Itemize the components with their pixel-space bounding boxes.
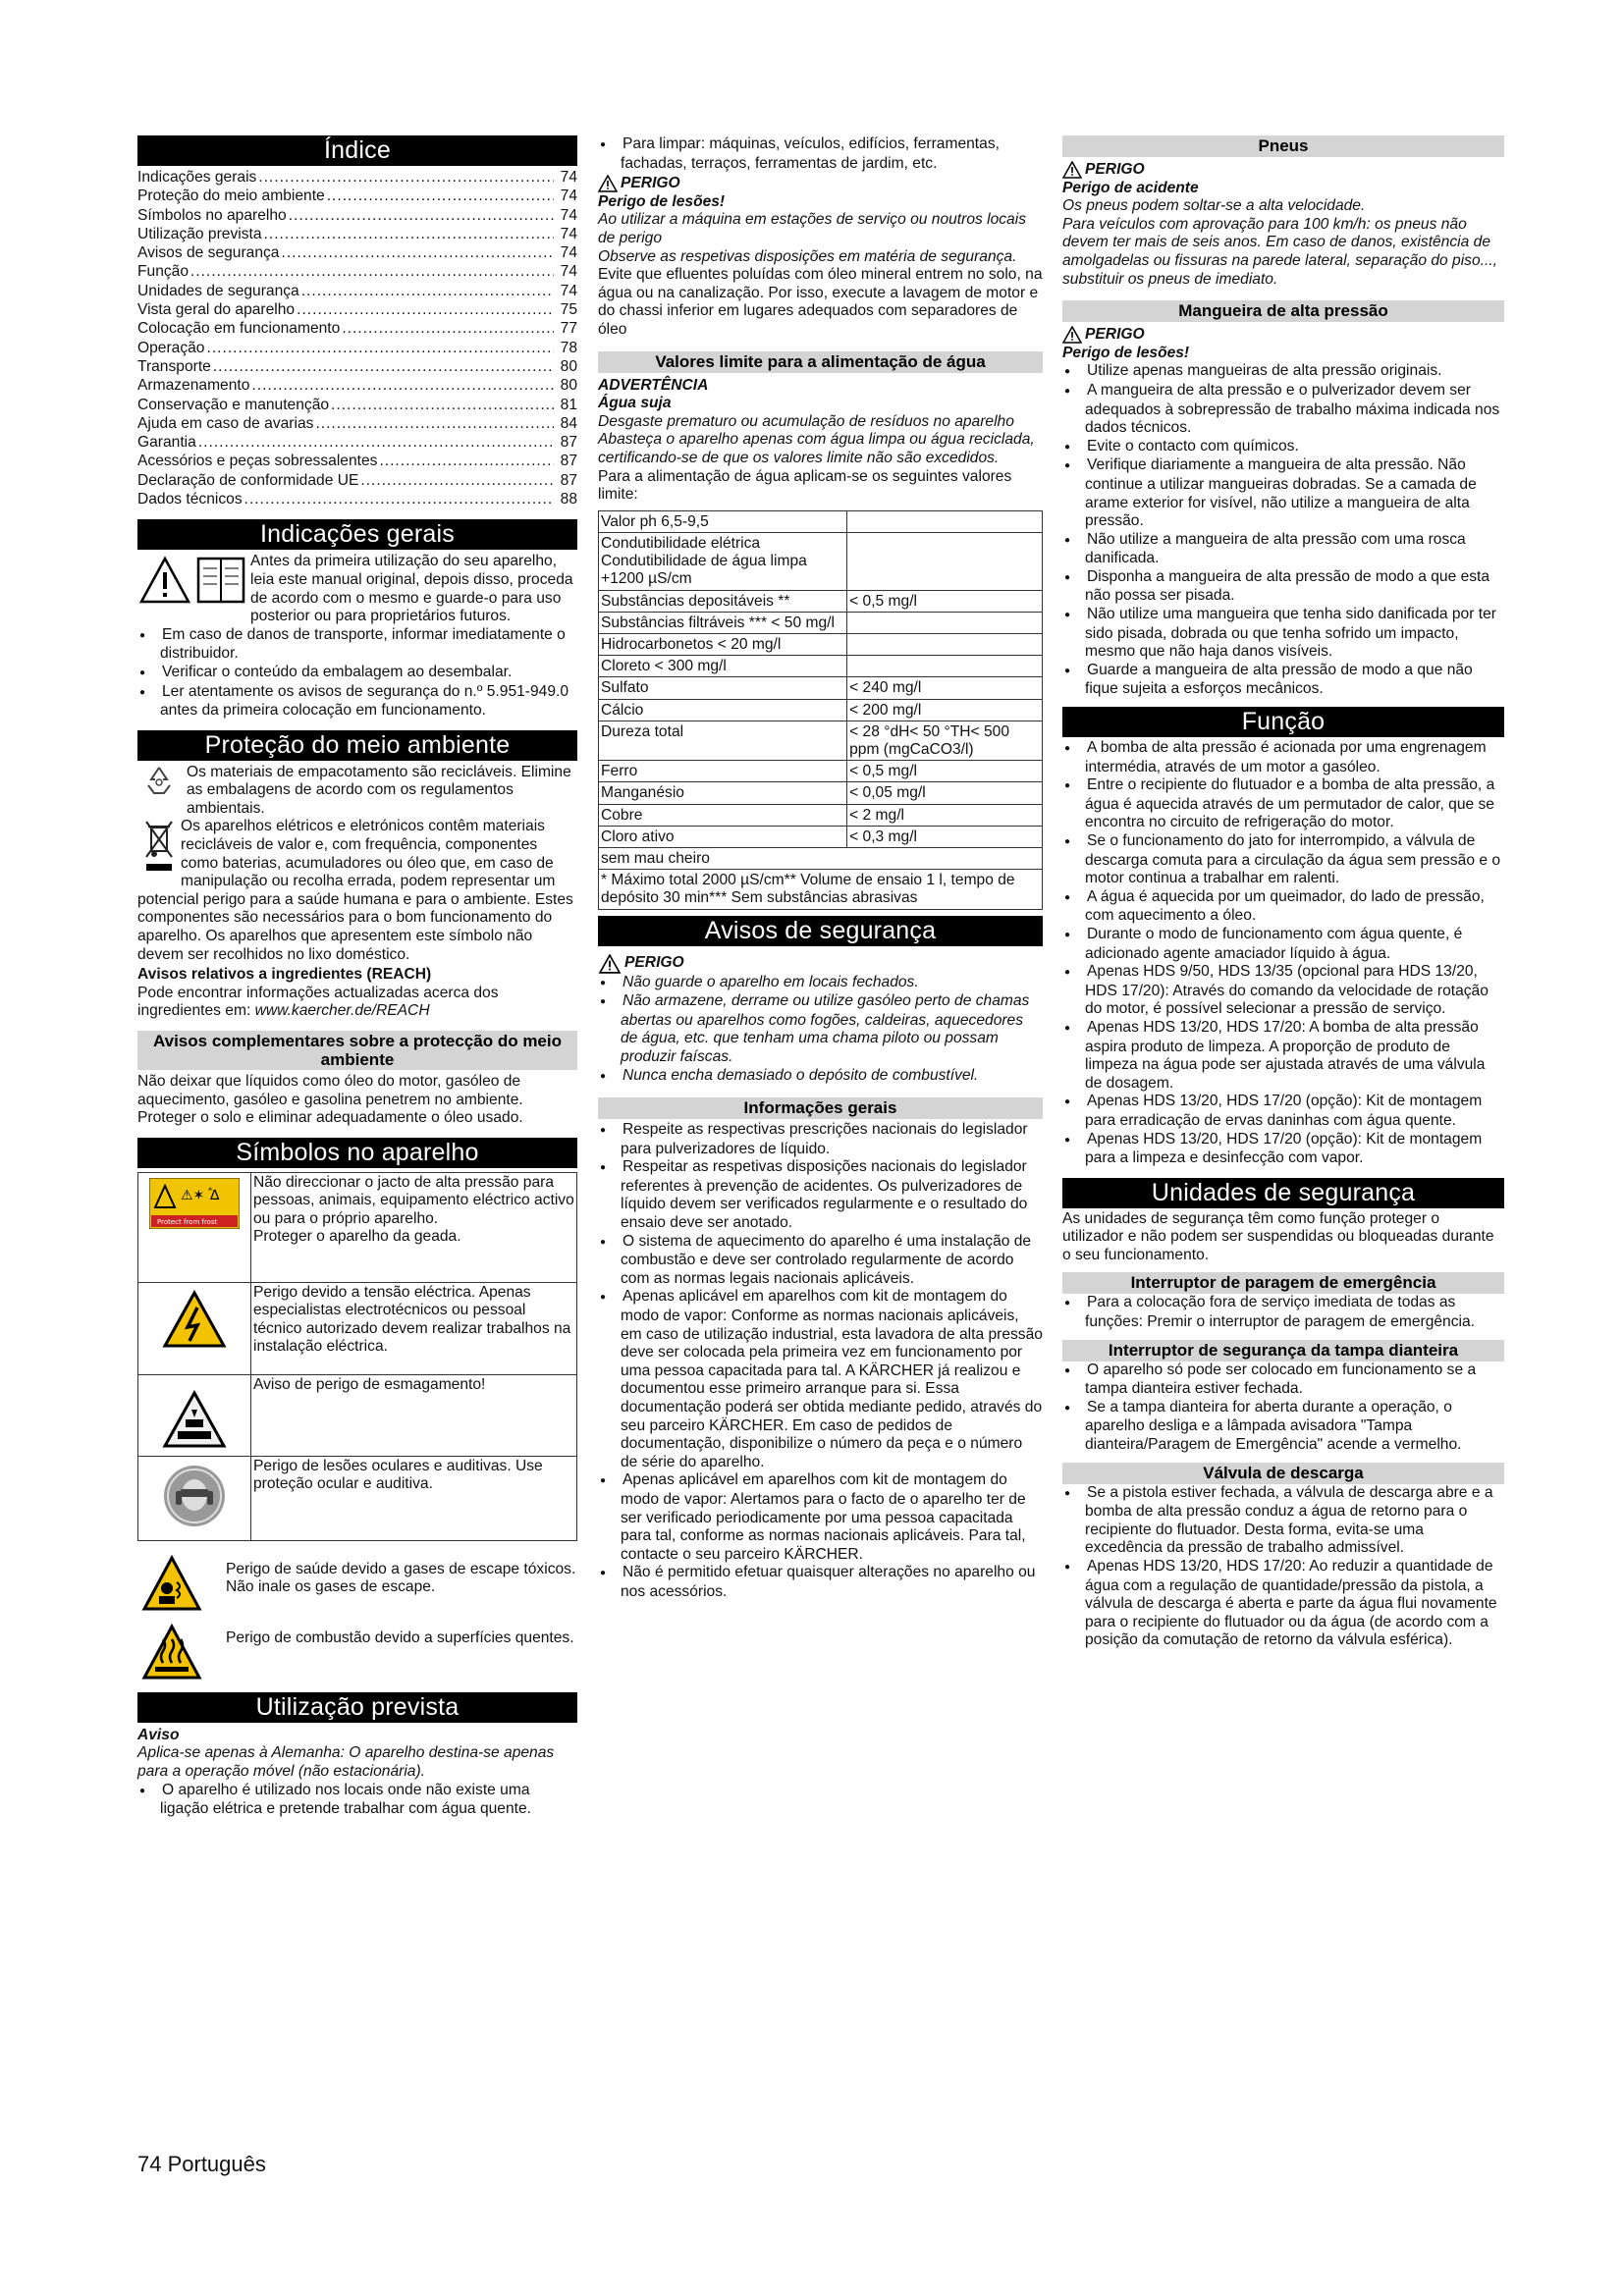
relief-valve-heading: Válvula de descarga: [1062, 1463, 1504, 1484]
general-information-bullets: [598, 1121, 1043, 1601]
table-cell: Cloreto < 300 mg/l: [599, 656, 847, 677]
symbols-table: [137, 1172, 577, 1541]
index-heading: Índice: [137, 135, 577, 166]
env-extra-text: Não deixar que líquidos como óleo do motor, gasóleo de aquecimento, gasóleo e gasolina penetrem no ambiente. Proteger o solo e eliminar adequadamente o óleo usado.: [137, 1073, 523, 1127]
table-cell: < 0,5 mg/l: [847, 590, 1043, 612]
toc-item-title: Declaração de conformidade UE: [137, 471, 359, 489]
toc-item-title: Ajuda em caso de avarias: [137, 414, 314, 432]
list-item: ● Para limpar: máquinas, veículos, edifícios, ferramentas, fachadas, terraços, ferramentas de jardim, etc.: [598, 135, 1043, 173]
list-item: ● A água é aquecida por um queimador, do lado de pressão, com aquecimento a óleo.: [1062, 888, 1504, 926]
intended-use-note-label: Aviso: [137, 1726, 180, 1743]
toc-item-title: Acessórios e peças sobressalentes: [137, 453, 378, 470]
table-cell: Condutibilidade elétrica Condutibilidade de água limpa +1200 µS/cm: [599, 532, 847, 590]
toc-item-page: 74: [560, 225, 577, 242]
danger-label-text: PERIGO: [1085, 161, 1145, 178]
toc-item[interactable]: [137, 169, 577, 187]
hot-warning: [137, 1624, 577, 1681]
table-cell: Substâncias filtráveis *** < 50 mg/l: [599, 612, 847, 633]
toc-item-page: 74: [560, 263, 577, 281]
table-row: [599, 761, 1043, 782]
table-cell: [847, 656, 1043, 677]
table-cell: Sulfato: [599, 677, 847, 699]
table-cell: Cloro ativo: [599, 826, 847, 847]
toc-item[interactable]: [137, 377, 577, 396]
list-item: ● Evite o contacto com químicos.: [1062, 438, 1504, 457]
reach-text: [137, 985, 577, 1021]
toc-item-title: Garantia: [137, 434, 196, 452]
list-item: ● Apenas HDS 13/20, HDS 17/20 (opção): Kit de montagem para a limpeza e desinfecção com vapor.: [1062, 1131, 1504, 1168]
toc-item[interactable]: [137, 187, 577, 206]
symbol-text-4: Perigo de lesões oculares e auditivas. Use proteção ocular e auditiva.: [253, 1457, 543, 1493]
general-information-heading: Informações gerais: [598, 1097, 1043, 1119]
warning-text-1: Desgaste prematuro ou acumulação de resíduos no aparelho: [598, 412, 1014, 430]
gas-warning-text: Perigo de saúde devido a gases de escape tóxicos. Não inale os gases de escape.: [226, 1560, 576, 1596]
toc-item-page: 74: [560, 206, 577, 224]
list-item: ● O aparelho só pode ser colocado em funcionamento se a tampa dianteira estiver fechada.: [1062, 1362, 1504, 1399]
crushing-hazard-icon: [138, 1374, 251, 1456]
toc-dots: [289, 207, 554, 226]
page-footer: 74 Português: [137, 2152, 266, 2176]
tyres-text-2: Para veículos com aprovação para 100 km/h: os pneus não devem ter mais de seis anos. Em caso de danos, existência de amolgadelas ou fissuras na parede lateral, separação do piso..., substituir os pneus de imediato.: [1062, 215, 1497, 288]
list-item: ● Disponha a mangueira de alta pressão de modo a que esta não possa ser pisada.: [1062, 568, 1504, 606]
toc-item-title: Vista geral do aparelho: [137, 301, 296, 319]
general-info-heading: Indicações gerais: [137, 519, 577, 550]
toc-item-title: Função: [137, 263, 189, 281]
emergency-stop-bullets: [1062, 1294, 1504, 1331]
table-cell: [847, 612, 1043, 633]
symbol-row: [138, 1172, 577, 1282]
front-cover-switch-heading: Interruptor de segurança da tampa dianteira: [1062, 1340, 1504, 1362]
water-limits-heading: Valores limite para a alimentação de água: [598, 351, 1043, 373]
environment-weee-text: Os aparelhos elétricos e eletrónicos contêm materiais recicláveis de valor e, com frequência, componentes como baterias, acumuladores ou óleo que, em caso de manipulação ou recolha errada, podem representar um potencial perigo para a saúde humana e para o ambiente. Estes componentes são necessários para o bom funcionamento do aparelho. Os aparelhos que apresentem este símbolo não devem ser recolhidos no lixo doméstico.: [137, 818, 573, 963]
table-cell: [847, 510, 1043, 532]
danger-subtitle: Perigo de lesões!: [598, 192, 726, 210]
column-1: [137, 135, 577, 1819]
list-item: ● Se a pistola estiver fechada, a válvula de descarga abre e a bomba de alta pressão conduz a água de retorno para o recipiente do flutuador. Desta forma, evita-se uma excedência da pressão de trabalho admissível.: [1062, 1484, 1504, 1558]
danger-label: [598, 175, 1043, 193]
toc-item[interactable]: [137, 340, 577, 358]
warning-triangle-icon: [1062, 326, 1082, 344]
toc-dots: [206, 340, 554, 358]
safety-units-heading: Unidades de segurança: [1062, 1178, 1504, 1208]
list-item: ● A mangueira de alta pressão e o pulverizador devem ser adequados à sobrepressão de trabalho máxima indicada nos dados técnicos.: [1062, 382, 1504, 438]
table-row: [599, 721, 1043, 760]
list-item: ● Não armazene, derrame ou utilize gasóleo perto de chamas abertas ou aparelhos como fogões, caldeiras, aquecedores de água, etc. que tenham uma chama piloto ou possam produzir faíscas.: [598, 992, 1043, 1066]
list-item: ● Durante o modo de funcionamento com água quente, é adicionado agente amaciador líquido à água.: [1062, 926, 1504, 963]
column-2: [598, 135, 1043, 1602]
danger-label-text: PERIGO: [624, 954, 684, 972]
table-row: [599, 612, 1043, 633]
table-row: [599, 847, 1043, 869]
toc-dots: [327, 187, 554, 206]
toc-item[interactable]: [137, 491, 577, 509]
table-cell: Hidrocarbonetos < 20 mg/l: [599, 633, 847, 655]
toc-dots: [264, 226, 554, 244]
toc-item[interactable]: [137, 244, 577, 263]
toc-item-title: Armazenamento: [137, 377, 250, 395]
function-heading: Função: [1062, 707, 1504, 737]
safety-heading: Avisos de segurança: [598, 916, 1043, 946]
toc-item-page: 74: [560, 282, 577, 299]
table-cell: * Máximo total 2000 µS/cm** Volume de ensaio 1 l, tempo de depósito 30 min*** Sem substâncias abrasivas: [599, 870, 1043, 909]
table-row: [599, 677, 1043, 699]
hose-heading: Mangueira de alta pressão: [1062, 300, 1504, 322]
warning-triangle-icon: [598, 954, 622, 974]
symbol-row: [138, 1456, 577, 1540]
toc-item[interactable]: [137, 415, 577, 434]
list-item: ● Verificar o conteúdo da embalagem ao desembalar.: [137, 664, 577, 683]
danger-label: [1062, 161, 1504, 180]
toc-item-page: 75: [560, 301, 577, 319]
list-item: ● Utilize apenas mangueiras de alta pressão originais.: [1062, 362, 1504, 382]
table-cell: < 200 mg/l: [847, 699, 1043, 721]
eye-ear-protection-icon: [138, 1456, 251, 1540]
toc-item-title: Unidades de segurança: [137, 282, 299, 299]
toc-item[interactable]: [137, 397, 577, 415]
general-info-section: [137, 553, 577, 720]
environment-heading: Proteção do meio ambiente: [137, 730, 577, 761]
warning-triangle-icon: [1062, 161, 1082, 179]
toc-item-title: Avisos de segurança: [137, 244, 280, 262]
list-item: ● Verifique diariamente a mangueira de alta pressão. Não continue a utilizar mangueiras dobradas. Se a camada de arame exterior for visível, não utilize a mangueira de alta pressão.: [1062, 456, 1504, 530]
intended-use-bullets: [137, 1782, 577, 1819]
toc-dots: [190, 263, 554, 282]
reach-link[interactable]: www.kaercher.de/REACH: [254, 1002, 430, 1020]
table-of-contents: [137, 169, 577, 509]
toc-item-page: 88: [560, 491, 577, 508]
toc-item[interactable]: [137, 472, 577, 491]
danger-label: [598, 954, 1043, 974]
list-item: ● Se o funcionamento do jato for interrompido, a válvula de descarga comuta para a circulação da água sem pressão e o motor continua a trabalhar em ralenti.: [1062, 832, 1504, 888]
warning-text-2: Abasteça o aparelho apenas com água limpa ou água reciclada, certificando-se de que os valores limite não são excedidos.: [598, 431, 1035, 466]
symbol-row: [138, 1282, 577, 1374]
table-row: [599, 699, 1043, 721]
symbol-row: [138, 1374, 577, 1456]
toc-item-title: Símbolos no aparelho: [137, 206, 287, 224]
table-cell: Cobre: [599, 804, 847, 826]
table-cell: < 0,3 mg/l: [847, 826, 1043, 847]
svg-text:Protect from frost: Protect from frost: [157, 1217, 218, 1226]
table-row: [599, 590, 1043, 612]
intended-use-note-text: Aplica-se apenas à Alemanha: O aparelho destina-se apenas para a operação móvel (não estacionária).: [137, 1744, 555, 1780]
gas-warning: [137, 1555, 577, 1612]
toc-item-title: Dados técnicos: [137, 491, 243, 508]
environment-section: [137, 764, 577, 1021]
table-cell: Dureza total: [599, 721, 847, 760]
list-item: ● O sistema de aquecimento do aparelho é uma instalação de combustão e deve ser controlado regularmente de acordo com as normas legais nacionais aplicáveis.: [598, 1233, 1043, 1289]
toc-dots: [379, 453, 554, 471]
toc-item-page: 78: [560, 339, 577, 356]
toc-item-page: 81: [560, 396, 577, 413]
toc-dots: [301, 283, 554, 301]
table-row: [599, 826, 1043, 847]
table-row: [599, 633, 1043, 655]
symbol-text-2: Perigo devido a tensão eléctrica. Apenas especialistas electrotécnicos ou pessoal técnico autorizado devem realizar trabalhos na instalação eléctrica.: [253, 1283, 571, 1355]
limits-intro: Para a alimentação de água aplicam-se os seguintes valores limite:: [598, 467, 1012, 504]
env-extra-heading: Avisos complementares sobre a protecção do meio ambiente: [137, 1031, 577, 1070]
toc-item-page: 74: [560, 187, 577, 205]
toc-dots: [342, 320, 554, 339]
table-cell: Cálcio: [599, 699, 847, 721]
list-item: ● Não utilize a mangueira de alta pressão com uma rosca danificada.: [1062, 531, 1504, 568]
general-info-bullets: [137, 626, 577, 721]
list-item: ● Se a tampa dianteira for aberta durante a operação, o aparelho desliga e a lâmpada avisadora "Tampa dianteira/Paragem de Emergência" acende a vermelho.: [1062, 1399, 1504, 1455]
symbol-text: [251, 1374, 577, 1456]
list-item: ● Apenas HDS 13/20, HDS 17/20: Ao reduzir a quantidade de água com a regulação de quantidade/pressão da pistola, a válvula de descarga é aberta e parte da água flui novamente para o recipiente do flutuador ou da água (de acordo com a posição da comutação de retorno da válvula esférica).: [1062, 1558, 1504, 1650]
list-item: ● Não utilize uma mangueira que tenha sido danificada por ter sido pisada, dobrada ou que tenha sofrido um impacto, mesmo que não haja danos visíveis.: [1062, 606, 1504, 662]
table-cell: < 240 mg/l: [847, 677, 1043, 699]
toc-item-title: Indicações gerais: [137, 169, 257, 186]
list-item: ● A bomba de alta pressão é acionada por uma engrenagem intermédia, através de um motor a gasóleo.: [1062, 739, 1504, 776]
toc-item-title: Conservação e manutenção: [137, 396, 330, 413]
toc-item[interactable]: [137, 207, 577, 226]
list-item: ● Não é permitido efetuar quaisquer alterações no aparelho ou nos acessórios.: [598, 1564, 1043, 1601]
toc-item[interactable]: [137, 453, 577, 471]
table-row: [599, 870, 1043, 909]
table-cell: < 0,05 mg/l: [847, 782, 1043, 804]
toc-item-title: Operação: [137, 339, 205, 356]
symbol-text-3: Aviso de perigo de esmagamento!: [253, 1375, 486, 1393]
symbol-text: [251, 1282, 577, 1374]
svg-text:⚠✶: ⚠✶: [181, 1187, 205, 1203]
intended-use-bullets-cont: [598, 135, 1043, 173]
toc-dots: [244, 491, 554, 509]
table-row: [599, 656, 1043, 677]
toxic-gas-icon: [137, 1555, 206, 1612]
symbol-text-1b: Proteger o aparelho da geada.: [253, 1228, 461, 1245]
list-item: ● Nunca encha demasiado o depósito de combustível.: [598, 1067, 1043, 1087]
toc-dots: [331, 397, 554, 415]
warning-triangle-icon: [598, 175, 618, 192]
safety-bullets: [598, 974, 1043, 1087]
danger-label: [1062, 326, 1504, 345]
column-3: [1062, 135, 1504, 1650]
toc-item[interactable]: [137, 358, 577, 377]
list-item: ● Ler atentamente os avisos de segurança do n.º 5.951-949.0 antes da primeira colocação em funcionamento.: [137, 683, 577, 721]
toc-dots: [251, 377, 554, 396]
list-item: ● Não guarde o aparelho em locais fechados.: [598, 974, 1043, 993]
toc-item-title: Utilização prevista: [137, 225, 262, 242]
table-cell: sem mau cheiro: [599, 847, 1043, 869]
toc-item[interactable]: [137, 320, 577, 339]
hose-danger-subtitle: Perigo de lesões!: [1062, 344, 1190, 361]
toc-item-page: 84: [560, 414, 577, 432]
list-item: ● Apenas HDS 13/20, HDS 17/20 (opção): Kit de montagem para erradicação de ervas daninhas com água quente.: [1062, 1093, 1504, 1130]
list-item: ● Entre o recipiente do flutuador e a bomba de alta pressão, a água é aquecida através de um permutador de calor, que se encontra no circuito de refrigeração do motor.: [1062, 776, 1504, 832]
danger-label-text: PERIGO: [621, 175, 680, 192]
table-row: [599, 532, 1043, 590]
toc-dots: [258, 169, 554, 187]
list-item: ● Guarde a mangueira de alta pressão de modo a que não fique sujeita a esforços mecânicos.: [1062, 662, 1504, 699]
table-row: [599, 782, 1043, 804]
emergency-stop-heading: Interruptor de paragem de emergência: [1062, 1272, 1504, 1294]
relief-valve-bullets: [1062, 1484, 1504, 1650]
safety-units-text: As unidades de segurança têm como função proteger o utilizador e não podem ser suspendidas ou bloqueadas durante o seu funcionamento.: [1062, 1209, 1494, 1263]
toc-item-title: Colocação em funcionamento: [137, 320, 341, 338]
symbol-text-1: Não direccionar o jacto de alta pressão para pessoas, animais, equipamento eléctrico activo ou para o próprio aparelho.: [253, 1173, 574, 1227]
reach-title: Avisos relativos a ingredientes (REACH): [137, 966, 432, 984]
table-cell: [847, 633, 1043, 655]
oil-text: Evite que efluentes poluídas com óleo mineral entrem no solo, na água ou na canalização. Por isso, execute a lavagem de motor e do chassi inferior em lugares adequados com separadores de óleo: [598, 266, 1043, 338]
toc-item-page: 74: [560, 169, 577, 186]
toc-item-title: Transporte: [137, 357, 211, 375]
reach-text-body: Pode encontrar informações actualizadas acerca dos ingredientes em:: [137, 984, 499, 1020]
toc-dots: [297, 301, 554, 320]
list-item: ● Apenas aplicável em aparelhos com kit de montagem do modo de vapor: Alertamos para o facto de o aparelho ter de ser verificado periodicamente por uma pessoa capacitada para tal, conforme as normas nacionais aplicáveis. Para tal, contacte o seu parceiro KÄRCHER.: [598, 1471, 1043, 1564]
toc-item-page: 87: [560, 453, 577, 470]
toc-dots: [213, 358, 554, 377]
table-cell: < 28 °dH< 50 °TH< 500 ppm (mgCaCO3/l): [847, 721, 1043, 760]
list-item: ● Apenas HDS 9/50, HDS 13/35 (opcional para HDS 13/20, HDS 17/20): Através do comando da velocidade de rotação do motor, é possível selecionar a pressão de serviço.: [1062, 963, 1504, 1019]
table-cell: < 2 mg/l: [847, 804, 1043, 826]
toc-item-page: 74: [560, 244, 577, 262]
list-item: ● Apenas aplicável em aparelhos com kit de montagem do modo de vapor: Conforme as normas nacionais aplicáveis, em caso de utilização industrial, esta lavadora de alta pressão deve ser colocada pela primeira vez em funcionamento por uma pessoa capacitada para tal. A KÄRCHER já realizou e documentou esse primeiro arranque para si. Essa documentação poderá ser obtida mediante pedido, através do seu parceiro KÄRCHER. Em caso de pedidos de documentação, disponibilize o número da peça e o número de série do aparelho.: [598, 1288, 1043, 1471]
list-item: ● Respeite as respectivas prescrições nacionais do legislador para pulverizadores de líquido.: [598, 1121, 1043, 1158]
list-item: ● Apenas HDS 13/20, HDS 17/20: A bomba de alta pressão aspira produto de limpeza. A proporção de produto de limpeza na água pode ser ajustada através de uma válvula de dosagem.: [1062, 1019, 1504, 1093]
high-voltage-icon: [138, 1282, 251, 1374]
toc-item-title: Proteção do meio ambiente: [137, 187, 325, 205]
svg-text:ꜙ∆: ꜙ∆: [210, 1187, 220, 1203]
tyres-heading: Pneus: [1062, 135, 1504, 157]
warning-subtitle: Água suja: [598, 395, 672, 412]
danger-text-1: Ao utilizar a máquina em estações de serviço ou noutros locais de perigo: [598, 211, 1026, 246]
toc-dots: [360, 472, 554, 491]
toc-dots: [315, 415, 554, 434]
toc-item[interactable]: [137, 226, 577, 244]
weee-bin-icon: [137, 818, 181, 888]
toc-dots: [281, 244, 554, 263]
hot-surface-icon: [137, 1624, 206, 1681]
symbols-heading: Símbolos no aparelho: [137, 1138, 577, 1168]
toc-item[interactable]: [137, 301, 577, 320]
list-item: ● O aparelho é utilizado nos locais onde não existe uma ligação elétrica e pretende trabalhar com água quente.: [137, 1782, 577, 1819]
table-row: [599, 804, 1043, 826]
function-bullets: [1062, 739, 1504, 1168]
table-cell: Valor ph 6,5-9,5: [599, 510, 847, 532]
toc-item-page: 80: [560, 357, 577, 375]
table-cell: Substâncias depositáveis **: [599, 590, 847, 612]
symbol-text: [251, 1172, 577, 1282]
warning-book-icon: [137, 553, 250, 608]
table-cell: Manganésio: [599, 782, 847, 804]
toc-item-page: 87: [560, 471, 577, 489]
hose-bullets: [1062, 362, 1504, 699]
toc-item[interactable]: [137, 263, 577, 282]
front-cover-switch-bullets: [1062, 1362, 1504, 1455]
toc-item[interactable]: [137, 434, 577, 453]
hot-warning-text: Perigo de combustão devido a superfícies quentes.: [226, 1629, 574, 1646]
list-item: ● Para a colocação fora de serviço imediata de todas as funções: Premir o interruptor de paragem de emergência.: [1062, 1294, 1504, 1331]
table-cell: [847, 532, 1043, 590]
tyres-text-1: Os pneus podem soltar-se a alta velocidade.: [1062, 197, 1366, 215]
no-spray-warning-icon: [138, 1172, 251, 1282]
toc-item[interactable]: [137, 283, 577, 301]
general-info-intro: Antes da primeira utilização do seu aparelho, leia este manual original, depois disso, proceda de acordo com o mesmo e guarde-o para uso posterior ou para proprietários futuros.: [250, 553, 573, 625]
toc-item-page: 77: [560, 320, 577, 338]
read-manual-icons: [137, 553, 250, 608]
list-item: ● Em caso de danos de transporte, informar imediatamente o distribuidor.: [137, 626, 577, 664]
danger-text-2: Observe as respetivas disposições em matéria de segurança.: [598, 247, 1017, 265]
intended-use-heading: Utilização prevista: [137, 1692, 577, 1723]
table-row: [599, 510, 1043, 532]
symbol-text: [251, 1456, 577, 1540]
tyres-danger-subtitle: Perigo de acidente: [1062, 179, 1199, 196]
recycling-icon: [137, 764, 181, 797]
table-cell: < 0,5 mg/l: [847, 761, 1043, 782]
toc-item-page: 80: [560, 377, 577, 395]
toc-item-page: 87: [560, 434, 577, 452]
warning-label: ADVERTÊNCIA: [598, 376, 709, 394]
table-cell: Ferro: [599, 761, 847, 782]
list-item: ● Respeitar as respetivas disposições nacionais do legislador referentes à prevenção de acidentes. Os pulverizadores de líquido devem ser verificados regularmente e o resultado do ensaio deve ser anotado.: [598, 1158, 1043, 1232]
danger-label-text: PERIGO: [1085, 326, 1145, 344]
environment-packaging-text: Os materiais de empacotamento são recicláveis. Elimine as embalagens de acordo com os regulamentos ambientais.: [187, 763, 571, 817]
toc-dots: [198, 434, 554, 453]
water-limits-table: [598, 510, 1043, 910]
